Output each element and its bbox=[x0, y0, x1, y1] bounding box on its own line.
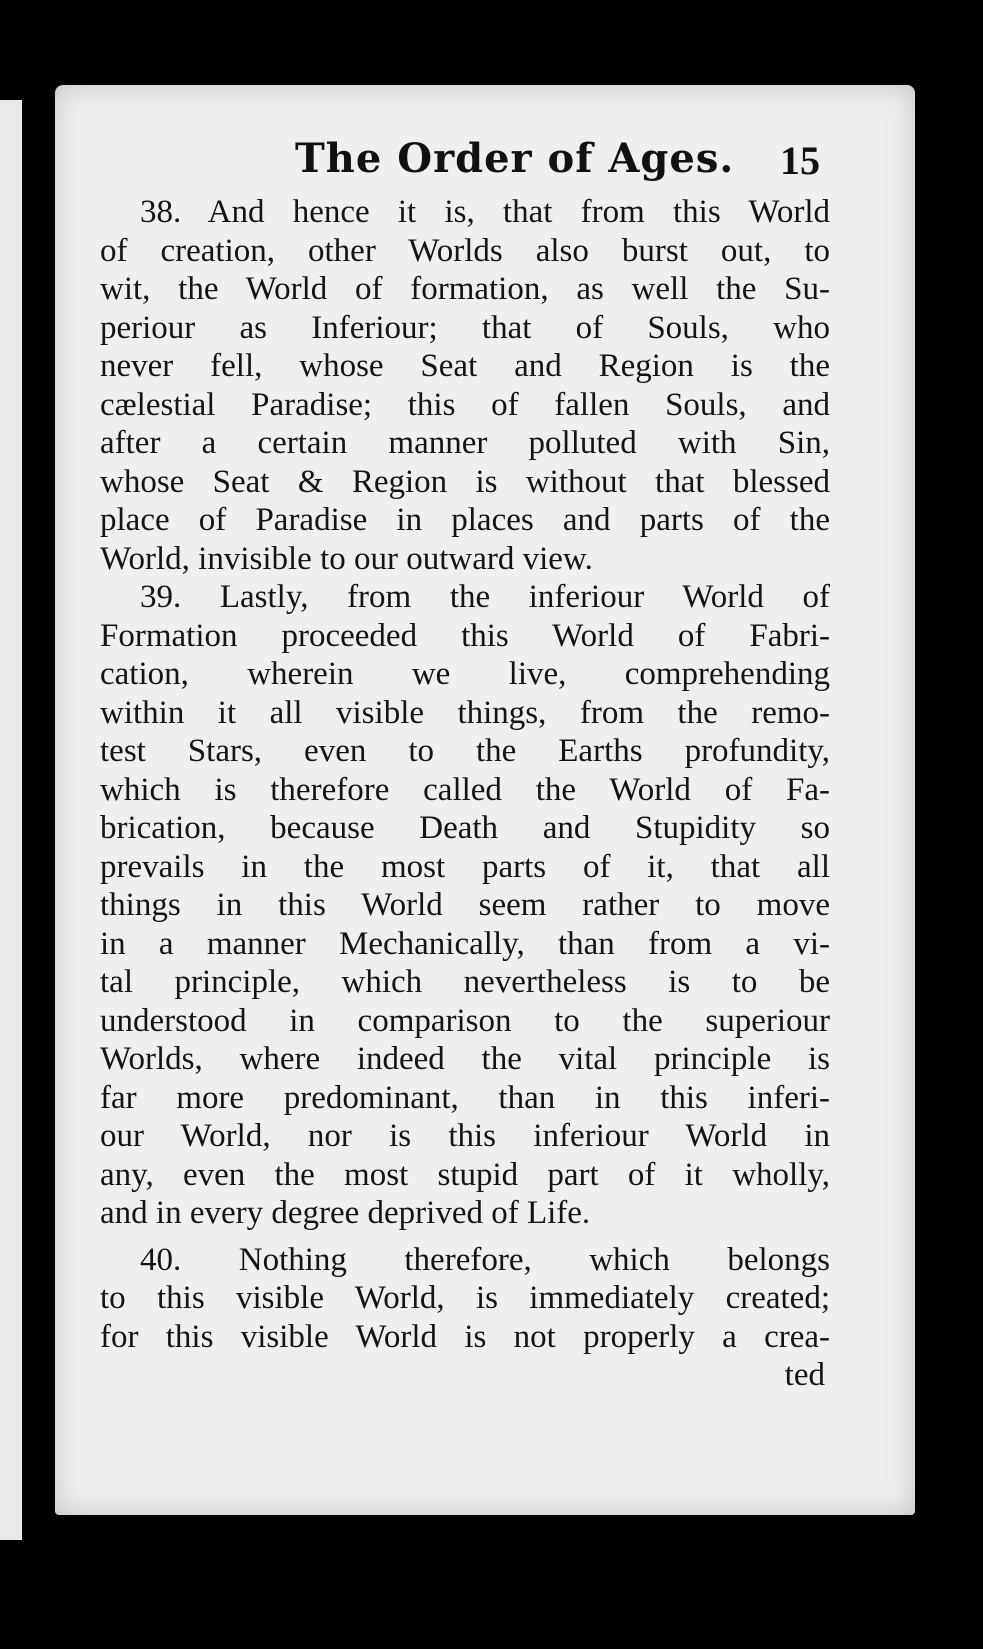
text-line: never fell, whose Seat and Region is the bbox=[100, 348, 830, 384]
text-line: for this visible World is not properly a crea- bbox=[100, 1318, 830, 1355]
text-line: Worlds, where indeed the vital principle is bbox=[100, 1041, 830, 1077]
text-line: 39. Lastly, from the inferiour World of bbox=[140, 579, 830, 615]
catchword: ted bbox=[784, 1357, 825, 1393]
page-number: 15 bbox=[780, 138, 820, 183]
text-line: which is therefore called the World of Fa- bbox=[100, 771, 830, 808]
text-line: brication, because Death and Stupidity so bbox=[100, 810, 830, 846]
text-line: of creation, other Worlds also burst out, to bbox=[100, 232, 830, 269]
text-line: 38. And hence it is, that from this World bbox=[140, 194, 830, 230]
text-line: after a certain manner polluted with Sin, bbox=[100, 425, 830, 461]
text-line: Formation proceeded this World of Fabri- bbox=[100, 617, 830, 654]
text-line: within it all visible things, from the remo- bbox=[100, 694, 830, 731]
text-line: 40. Nothing therefore, which belongs bbox=[140, 1241, 830, 1278]
text-line: tal principle, which nevertheless is to be bbox=[100, 964, 830, 1000]
text-line: to this visible World, is immediately created; bbox=[100, 1280, 830, 1316]
text-line: wit, the World of formation, as well the Su- bbox=[100, 271, 830, 307]
text-line: prevails in the most parts of it, that all bbox=[100, 848, 830, 885]
text-line: and in every degree deprived of Life. bbox=[100, 1195, 591, 1231]
text-line: test Stars, even to the Earths profundity, bbox=[100, 733, 830, 769]
text-line: place of Paradise in places and parts of the bbox=[100, 502, 830, 538]
text-line: any, even the most stupid part of it wholly, bbox=[100, 1156, 830, 1193]
text-line: whose Seat & Region is without that blessed bbox=[100, 463, 830, 500]
book-page bbox=[55, 85, 915, 1515]
text-line: things in this World seem rather to move bbox=[100, 887, 830, 923]
text-line: understood in comparison to the superiour bbox=[100, 1002, 830, 1039]
text-line: cation, wherein we live, comprehending bbox=[100, 656, 830, 692]
text-line: World, invisible to our outward view. bbox=[100, 540, 593, 577]
body-text bbox=[100, 193, 830, 1395]
text-line: far more predominant, than in this inferi- bbox=[100, 1079, 830, 1116]
text-line: our World, nor is this inferiour World in bbox=[100, 1118, 830, 1154]
text-line: cælestial Paradise; this of fallen Souls, and bbox=[100, 386, 830, 423]
adjacent-page-edge bbox=[0, 100, 22, 1540]
running-title: The Order of Ages. bbox=[295, 135, 735, 182]
text-line: in a manner Mechanically, than from a vi- bbox=[100, 925, 830, 962]
text-line: periour as Inferiour; that of Souls, who bbox=[100, 309, 830, 346]
